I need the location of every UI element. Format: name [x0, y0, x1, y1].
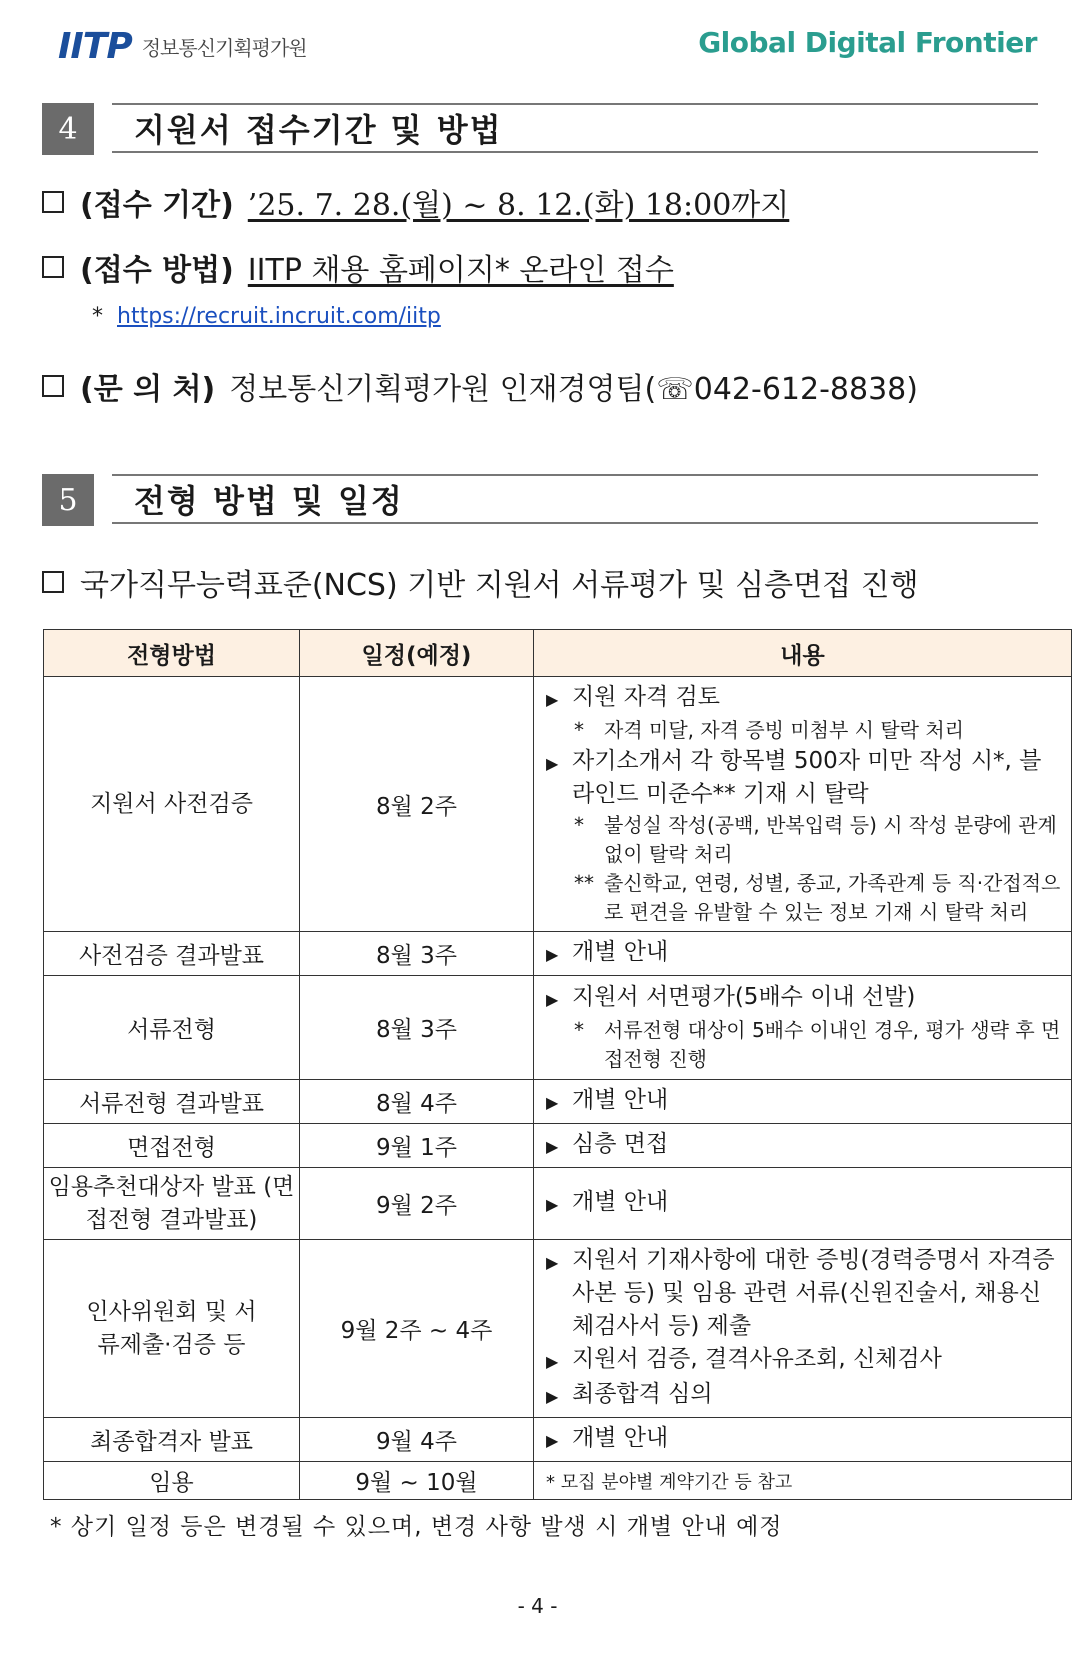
note-mark: *	[92, 304, 103, 329]
stage-cell: 최종합격자 발표	[44, 1418, 300, 1462]
content-cell	[534, 1124, 1072, 1168]
section-title: 전형 방법 및 일정	[112, 474, 1038, 524]
table-row	[44, 932, 1072, 976]
content-cell	[534, 932, 1072, 976]
table-header-row	[44, 630, 1072, 677]
schedule-table	[43, 629, 1072, 1500]
section-title: 지원서 접수기간 및 방법	[112, 103, 1038, 153]
stage-cell: 인사위원회 및 서류제출·검증 등	[44, 1240, 300, 1418]
note-text: 출신학교, 연령, 성별, 종교, 가족관계 등 직·간접적으로 편견을 유발할 수 있는 정보 기재 시 탈락 처리	[604, 871, 1061, 924]
content-cell	[534, 1418, 1072, 1462]
stage-cell: 임용추천대상자 발표 (면접전형 결과발표)	[44, 1168, 300, 1240]
schedule-cell: 8월 4주	[300, 1080, 534, 1124]
section-number: 5	[42, 474, 94, 526]
section-4-heading	[42, 103, 1038, 155]
checkbox-icon	[42, 256, 64, 278]
section-number: 4	[42, 103, 94, 155]
triangle-bullet-icon: ▶	[546, 690, 559, 709]
triangle-bullet-icon: ▶	[546, 754, 559, 773]
item-text: 지원서 기재사항에 대한 증빙(경력증명서 자격증 사본 등) 및 임용 관련 서류(신원진술서, 채용신체검사서 등) 제출	[572, 1247, 1055, 1339]
footnote: * 상기 일정 등은 변경될 수 있으며, 변경 사항 발생 시 개별 안내 예정	[50, 1514, 783, 1540]
period-value: ’25. 7. 28.(월) ~ 8. 12.(화) 18:00까지	[247, 188, 790, 223]
triangle-bullet-icon: ▶	[546, 945, 559, 964]
triangle-bullet-icon: ▶	[546, 1387, 559, 1406]
method-note	[92, 304, 441, 329]
item-text: 개별 안내	[572, 939, 669, 965]
checkbox-icon	[42, 375, 64, 397]
note-mark: **	[574, 871, 594, 895]
period-label: (접수 기간)	[80, 188, 234, 223]
logo-text: 정보통신기획평가원	[141, 36, 307, 60]
table-row	[44, 1080, 1072, 1124]
method-line	[42, 245, 674, 289]
schedule-cell: 9월 4주	[300, 1418, 534, 1462]
stage-cell: 서류전형	[44, 976, 300, 1080]
intro-text: 국가직무능력표준(NCS) 기반 지원서 서류평가 및 심층면접 진행	[80, 568, 919, 603]
schedule-cell: 8월 2주	[300, 677, 534, 932]
section-5-heading	[42, 474, 1038, 526]
tagline: Global Digital Frontier	[698, 26, 1037, 59]
schedule-cell: 8월 3주	[300, 976, 534, 1080]
triangle-bullet-icon: ▶	[546, 1431, 559, 1450]
item-text: 지원 자격 검토	[572, 684, 720, 710]
header-cell: 내용	[534, 630, 1072, 677]
content-cell	[534, 1080, 1072, 1124]
triangle-bullet-icon: ▶	[546, 990, 559, 1009]
table-row	[44, 1168, 1072, 1240]
page-header	[0, 0, 1075, 90]
item-text: 개별 안내	[572, 1425, 669, 1451]
contact-label: (문 의 처)	[80, 372, 216, 407]
table-row	[44, 1124, 1072, 1168]
item-text: 최종합격 심의	[572, 1381, 713, 1407]
stage-cell: 서류전형 결과발표	[44, 1080, 300, 1124]
item-text: 지원서 서면평가(5배수 이내 선발)	[572, 984, 916, 1010]
stage-cell: 면접전형	[44, 1124, 300, 1168]
period-line	[42, 180, 789, 224]
item-text: 개별 안내	[572, 1087, 669, 1113]
checkbox-icon	[42, 191, 64, 213]
item-text: 자기소개서 각 항목별 500자 미만 작성 시*, 블라인드 미준수** 기재 시 탈락	[572, 748, 1042, 807]
triangle-bullet-icon: ▶	[546, 1352, 559, 1371]
method-value: IITP 채용 홈페이지* 온라인 접수	[247, 253, 674, 288]
table-row	[44, 976, 1072, 1080]
schedule-cell: 9월 2주 ~ 4주	[300, 1240, 534, 1418]
note-mark: *	[574, 718, 584, 742]
checkbox-icon	[42, 571, 64, 593]
stage-cell: 임용	[44, 1462, 300, 1500]
table-row	[44, 677, 1072, 932]
intro-line	[42, 560, 919, 604]
content-cell	[534, 677, 1072, 932]
stage-cell: 사전검증 결과발표	[44, 932, 300, 976]
note-mark: *	[574, 813, 584, 837]
note-text: 자격 미달, 자격 증빙 미첨부 시 탈락 처리	[604, 718, 964, 742]
contact-line	[42, 364, 918, 408]
triangle-bullet-icon: ▶	[546, 1195, 559, 1214]
schedule-cell: 9월 1주	[300, 1124, 534, 1168]
table-row	[44, 1462, 1072, 1500]
page-number: - 4 -	[517, 1594, 558, 1618]
content-cell	[534, 1168, 1072, 1240]
table-row	[44, 1418, 1072, 1462]
item-text: 지원서 검증, 결격사유조회, 신체검사	[572, 1346, 942, 1372]
item-text: 개별 안내	[572, 1189, 669, 1215]
recruit-link[interactable]: https://recruit.incruit.com/iitp	[117, 304, 441, 329]
table-row	[44, 1240, 1072, 1418]
triangle-bullet-icon: ▶	[546, 1137, 559, 1156]
stage-cell: 지원서 사전검증	[44, 677, 300, 932]
triangle-bullet-icon: ▶	[546, 1253, 559, 1272]
header-cell: 일정(예정)	[300, 630, 534, 677]
note-text: 불성실 작성(공백, 반복입력 등) 시 작성 분량에 관계 없이 탈락 처리	[604, 813, 1057, 866]
content-cell	[534, 1240, 1072, 1418]
schedule-cell: 8월 3주	[300, 932, 534, 976]
contact-value: 정보통신기획평가원 인재경영팀(☏042-612-8838)	[229, 372, 918, 407]
note-text: 서류전형 대상이 5배수 이내인 경우, 평가 생략 후 면접전형 진행	[604, 1018, 1061, 1071]
iitp-logo	[58, 26, 307, 67]
schedule-cell: 9월 ~ 10월	[300, 1462, 534, 1500]
header-cell: 전형방법	[44, 630, 300, 677]
triangle-bullet-icon: ▶	[546, 1093, 559, 1112]
schedule-cell: 9월 2주	[300, 1168, 534, 1240]
item-text: 심층 면접	[572, 1131, 669, 1157]
logo-mark: IITP	[58, 26, 132, 67]
content-cell	[534, 976, 1072, 1080]
note-mark: *	[574, 1018, 584, 1042]
content-cell: * 모집 분야별 계약기간 등 참고	[534, 1462, 1072, 1500]
method-label: (접수 방법)	[80, 253, 234, 288]
